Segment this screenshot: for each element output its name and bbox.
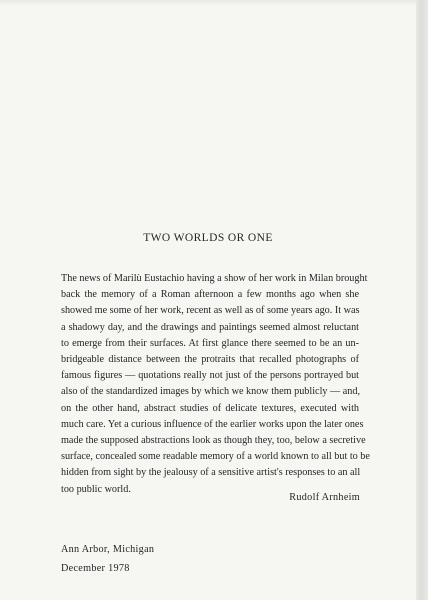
date-line: December 1978: [61, 563, 130, 574]
body-line: back the memory of a Roman afternoon a few months ago when she: [61, 289, 359, 301]
page-edge: [416, 0, 428, 600]
body-line: a shadowy day, and the drawings and paintings seemed almost reluctant: [61, 321, 359, 333]
body-line: bridgeable distance between the protraits that recalled photographs of: [61, 354, 359, 366]
body-line: showed me some of her work, recent as well as of some years ago. It was: [61, 305, 360, 317]
body-line: The news of Marilù Eustachio having a show of her work in Milan brought: [61, 273, 368, 284]
body-line: famous figures — quotations really not just of the persons portrayed but: [61, 370, 359, 382]
author-signature: Rudolf Arnheim: [289, 492, 360, 503]
body-line: on the other hand, abstract studies of delicate textures, executed with: [61, 402, 359, 414]
scan-shadow: [0, 0, 416, 6]
essay-title: TWO WORLDS OR ONE: [143, 232, 273, 244]
body-line: made the supposed abstractions look as though they, too, below a secretive: [61, 435, 366, 447]
body-line: hidden from sight by the jealousy of a sensitive artist's responses to an all: [61, 467, 361, 479]
body-line: much care. Yet a curious influence of the earlier works upon the later ones: [61, 418, 364, 430]
body-line: too public world.: [61, 483, 131, 495]
body-line: surface, concealed some readable memory of a world known to all but to be: [61, 451, 370, 463]
body-line: also of the standardized images by which we know them publicly — and,: [61, 386, 361, 398]
place-line: Ann Arbor, Michigan: [61, 544, 155, 555]
essay-body: [61, 271, 370, 498]
body-line: to emerge from their surfaces. At first glance there seemed to be an un-: [61, 337, 359, 349]
